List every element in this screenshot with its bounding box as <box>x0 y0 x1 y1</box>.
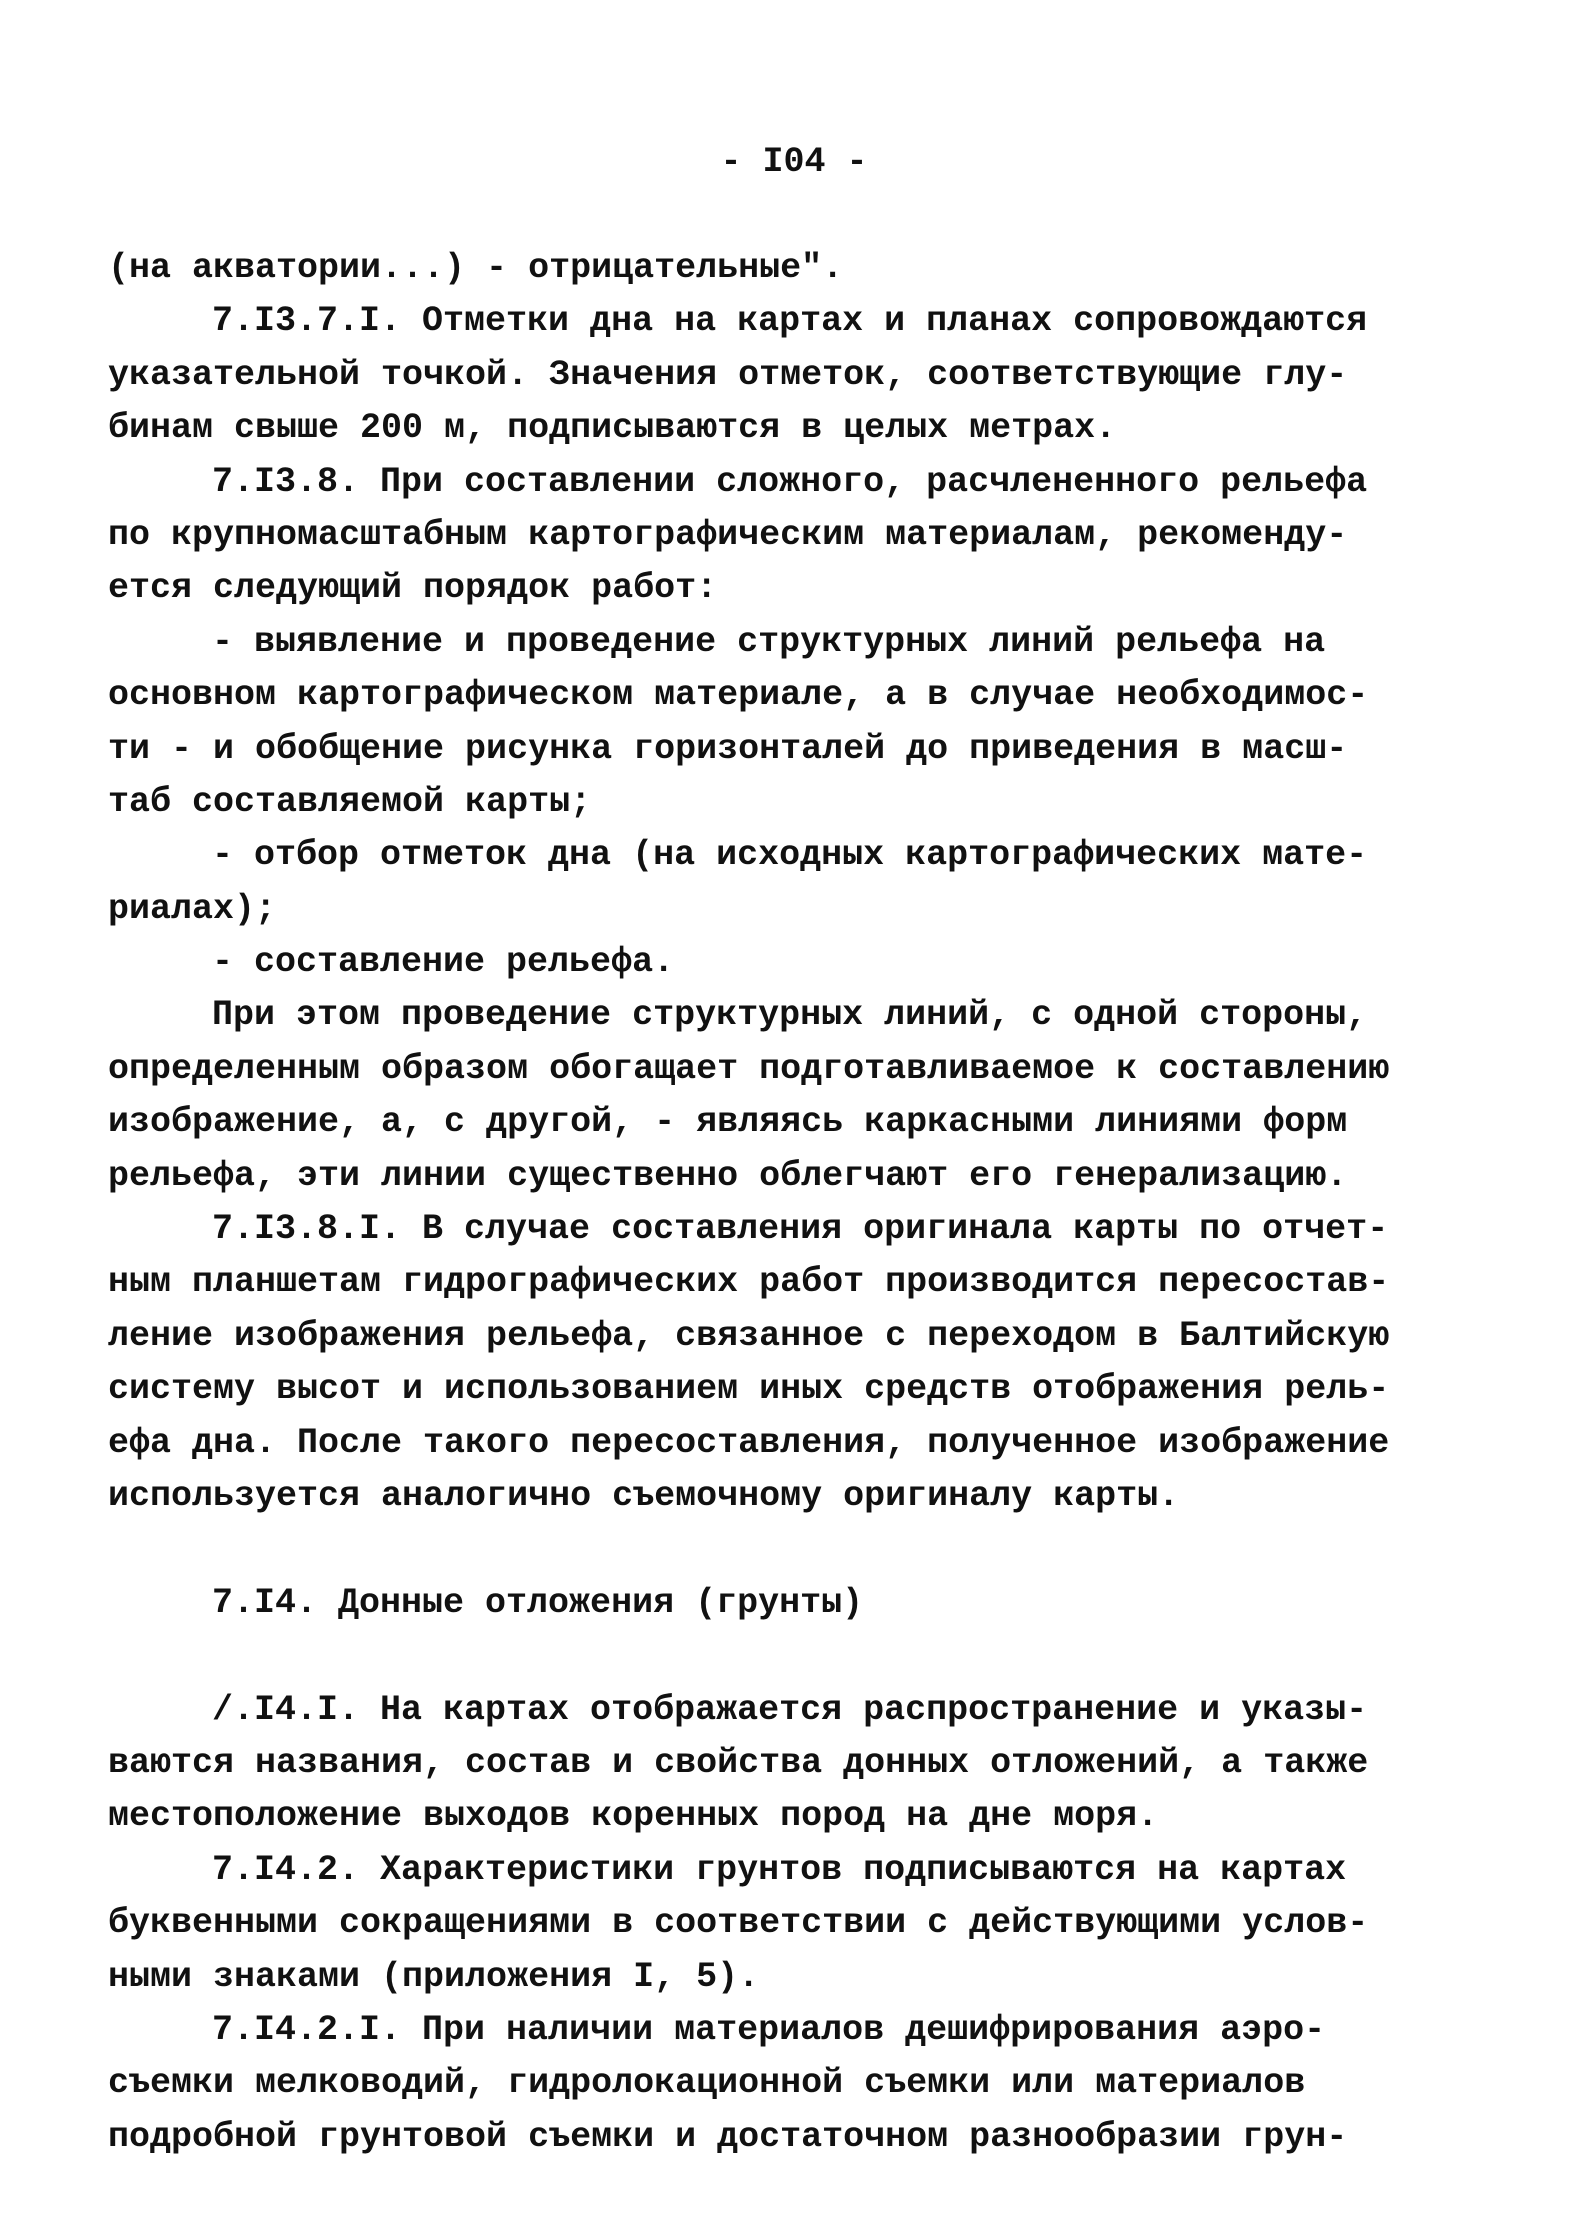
list-item: - отбор отметок дна (на исходных картографических мате- <box>212 835 1368 876</box>
text-line: бинам свыше 200 м, подписываются в целых метрах. <box>108 408 1117 449</box>
text-line: ваются названия, состав и свойства донных отложений, а также <box>108 1742 1369 1783</box>
paragraph-7-13-7-1: 7.I3.7.I. Отметки дна на картах и планах сопровождаются <box>212 301 1368 342</box>
text-line: ти - и обобщение рисунка горизонталей до приведения в масш- <box>108 728 1348 769</box>
body-text <box>108 242 1468 2164</box>
text-line: таб составляемой карты; <box>108 781 592 822</box>
list-item: - составление рельефа. <box>212 942 675 983</box>
list-item: - выявление и проведение структурных линий рельефа на <box>212 621 1326 662</box>
text-line: подробной грунтовой съемки и достаточном разнообразии грун- <box>108 2116 1348 2157</box>
text-line: рельефа, эти линии существенно облегчают его генерализацию. <box>108 1155 1348 1196</box>
text-line: ление изображения рельефа, связанное с переходом в Балтийскую <box>108 1315 1390 1356</box>
text-line: ными знаками (приложения I, 5). <box>108 1956 760 1997</box>
section-heading-7-14: 7.I4. Донные отложения (грунты) <box>212 1582 864 1623</box>
text-line: ным планшетам гидрографических работ производится пересостав- <box>108 1262 1390 1303</box>
text-line: изображение, а, с другой, - являясь каркасными линиями форм <box>108 1102 1348 1143</box>
text-line: систему высот и использованием иных средств отображения рель- <box>108 1369 1390 1410</box>
text-line: ефа дна. После такого пересоставления, полученное изображение <box>108 1422 1390 1463</box>
paragraph-7-13-8-1: 7.I3.8.I. В случае составления оригинала карты по отчет- <box>212 1209 1389 1250</box>
paragraph-start: При этом проведение структурных линий, с одной стороны, <box>212 995 1368 1036</box>
text-line: местоположение выходов коренных пород на дне моря. <box>108 1796 1159 1837</box>
paragraph-7-14-2: 7.I4.2. Характеристики грунтов подписываются на картах <box>212 1849 1347 1890</box>
text-line: указательной точкой. Значения отметок, соответствующие глу- <box>108 354 1348 395</box>
text-line: ется следующий порядок работ: <box>108 568 718 609</box>
text-line: определенным образом обогащает подготавливаемое к составлению <box>108 1048 1390 1089</box>
text-line: съемки мелководий, гидролокационной съемки или материалов <box>108 2063 1306 2104</box>
paragraph-7-14-1: /.I4.I. На картах отображается распространение и указы- <box>212 1689 1368 1730</box>
text-line: по крупномасштабным картографическим материалам, рекомендy- <box>108 514 1348 555</box>
page-number: - I04 - <box>720 142 868 182</box>
text-line: буквенными сокращениями в соответствии с действующими услов- <box>108 1903 1369 1944</box>
section-gap <box>108 1630 1468 1683</box>
text-line: (на акватории...) - отрицательные". <box>108 248 844 288</box>
text-line: используется аналогично съемочному оригиналу карты. <box>108 1475 1180 1516</box>
text-line: риалах); <box>108 888 277 929</box>
paragraph-7-14-2-1: 7.I4.2.I. При наличии материалов дешифрирования аэро- <box>212 2009 1326 2050</box>
paragraph-7-13-8: 7.I3.8. При составлении сложного, расчлененного рельефа <box>212 461 1368 502</box>
text-line: основном картографическом материале, а в случае необходимос- <box>108 675 1369 716</box>
section-gap <box>108 1523 1468 1576</box>
